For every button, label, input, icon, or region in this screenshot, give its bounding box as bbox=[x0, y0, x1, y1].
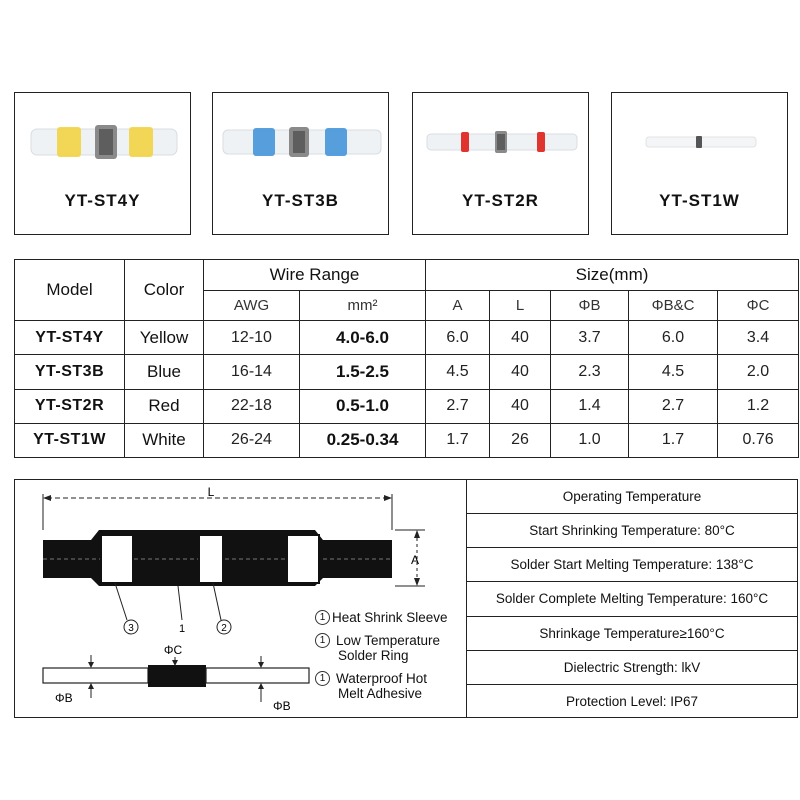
cell-mm2: 0.25-0.34 bbox=[300, 423, 426, 457]
header-wire-range: Wire Range bbox=[204, 260, 426, 291]
legend-solder-ring: 1 Low Temperature Solder Ring bbox=[315, 633, 440, 663]
cell-awg: 12-10 bbox=[204, 321, 300, 355]
product-card-st4y bbox=[14, 92, 191, 235]
property-solder-complete-melting: Solder Complete Melting Temperature: 160°C bbox=[467, 582, 797, 616]
product-model-label: YT-ST4Y bbox=[64, 191, 141, 210]
cell-model: YT-ST2R bbox=[15, 389, 125, 423]
cell-l: 40 bbox=[490, 389, 551, 423]
cell-l: 40 bbox=[490, 321, 551, 355]
cell-phi-b: 3.7 bbox=[551, 321, 629, 355]
property-protection-level: Protection Level: IP67 bbox=[565, 694, 699, 710]
cell-a: 2.7 bbox=[426, 389, 490, 423]
cell-phi-c: 2.0 bbox=[718, 355, 799, 389]
table-row bbox=[15, 423, 799, 457]
dim-a-label: A bbox=[410, 553, 420, 567]
phi-b-right-label: ΦB bbox=[273, 699, 291, 713]
cell-awg: 16-14 bbox=[204, 355, 300, 389]
product-card-st2r bbox=[412, 92, 589, 235]
spec-table bbox=[14, 259, 799, 458]
cell-phi-c: 0.76 bbox=[718, 423, 799, 457]
product-model-label: YT-ST3B bbox=[262, 191, 339, 210]
phi-b-left-label: ΦB bbox=[55, 691, 73, 705]
header-a: A bbox=[426, 291, 490, 321]
phi-c-label: ΦC bbox=[163, 643, 183, 657]
property-start-shrinking: Start Shrinking Temperature: 80°C bbox=[467, 514, 797, 548]
callout-1: 1 bbox=[178, 623, 186, 635]
cell-color: Blue bbox=[125, 355, 204, 389]
cell-model: YT-ST4Y bbox=[15, 321, 125, 355]
cell-phi-bc: 1.7 bbox=[629, 423, 718, 457]
callout-2: 2 bbox=[221, 623, 227, 634]
header-phi-bc: ΦB&C bbox=[629, 291, 718, 321]
cell-phi-b: 1.0 bbox=[551, 423, 629, 457]
header-model: Model bbox=[15, 260, 125, 321]
connector-white-image bbox=[612, 111, 789, 171]
number-circle-icon: 1 bbox=[315, 610, 330, 625]
properties-table bbox=[466, 479, 798, 718]
property-operating-temperature: Operating Temperature bbox=[467, 480, 797, 514]
cell-phi-bc: 4.5 bbox=[629, 355, 718, 389]
number-circle-icon: 1 bbox=[315, 633, 330, 648]
cell-l: 26 bbox=[490, 423, 551, 457]
connector-blue-image bbox=[213, 111, 390, 171]
header-color: Color bbox=[125, 260, 204, 321]
property-dielectric-strength: Dielectric Strength: lkV bbox=[467, 651, 797, 685]
cell-mm2: 1.5-2.5 bbox=[300, 355, 426, 389]
header-awg: AWG bbox=[204, 291, 300, 321]
cell-mm2: 0.5-1.0 bbox=[300, 389, 426, 423]
header-l: L bbox=[490, 291, 551, 321]
table-row bbox=[15, 355, 799, 389]
cell-a: 1.7 bbox=[426, 423, 490, 457]
cell-color: Yellow bbox=[125, 321, 204, 355]
header-mm2: mm² bbox=[300, 291, 426, 321]
number-circle-icon: 1 bbox=[315, 671, 330, 686]
cell-awg: 22-18 bbox=[204, 389, 300, 423]
legend-heat-shrink-sleeve: 1 Heat Shrink Sleeve bbox=[315, 610, 448, 625]
cell-l: 40 bbox=[490, 355, 551, 389]
product-card-st3b bbox=[212, 92, 389, 235]
cell-model: YT-ST3B bbox=[15, 355, 125, 389]
product-model-label: YT-ST1W bbox=[659, 191, 740, 210]
cell-mm2: 4.0-6.0 bbox=[300, 321, 426, 355]
header-size: Size(mm) bbox=[426, 260, 799, 291]
header-phi-b: ΦB bbox=[551, 291, 629, 321]
property-shrinkage-temperature: Shrinkage Temperature≥160°C bbox=[467, 617, 797, 651]
cell-a: 4.5 bbox=[426, 355, 490, 389]
product-card-st1w bbox=[611, 92, 788, 235]
table-row bbox=[15, 321, 799, 355]
dim-l-label: L bbox=[207, 485, 215, 499]
cell-phi-c: 1.2 bbox=[718, 389, 799, 423]
cell-phi-b: 1.4 bbox=[551, 389, 629, 423]
connector-yellow-image bbox=[15, 111, 192, 171]
cell-phi-c: 3.4 bbox=[718, 321, 799, 355]
cell-model: YT-ST1W bbox=[15, 423, 125, 457]
cell-phi-bc: 2.7 bbox=[629, 389, 718, 423]
legend-hot-melt-adhesive: 1 Waterproof Hot Melt Adhesive bbox=[315, 671, 427, 701]
connector-red-image bbox=[413, 111, 590, 171]
callout-3: 3 bbox=[128, 623, 134, 634]
cell-color: White bbox=[125, 423, 204, 457]
cell-phi-bc: 6.0 bbox=[629, 321, 718, 355]
connector-diagram bbox=[14, 479, 466, 718]
header-row-1 bbox=[15, 260, 799, 291]
cell-color: Red bbox=[125, 389, 204, 423]
property-solder-start-melting: Solder Start Melting Temperature: 138°C bbox=[467, 548, 797, 582]
cell-a: 6.0 bbox=[426, 321, 490, 355]
table-row bbox=[15, 389, 799, 423]
cell-phi-b: 2.3 bbox=[551, 355, 629, 389]
header-phi-c: ΦC bbox=[718, 291, 799, 321]
product-model-label: YT-ST2R bbox=[462, 191, 539, 210]
cell-awg: 26-24 bbox=[204, 423, 300, 457]
